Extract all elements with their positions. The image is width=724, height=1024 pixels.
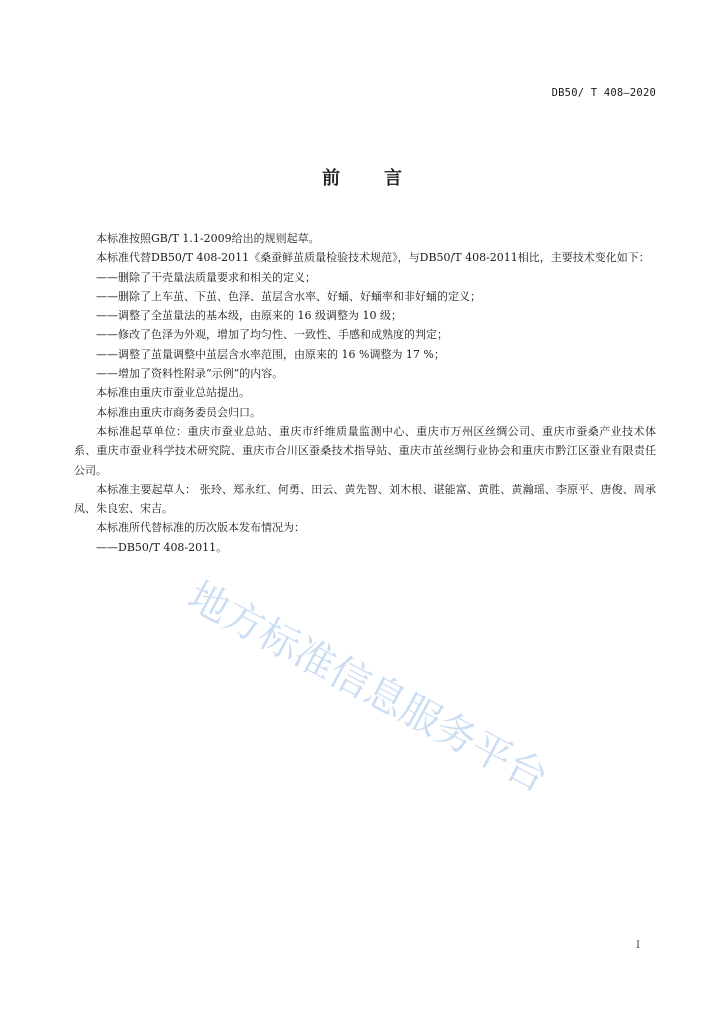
paragraph-centralized: 本标准由重庆市商务委员会归口。: [96, 405, 261, 419]
paragraph-drafters: 本标准主要起草人： 张玲、郑永红、何勇、田云、黄先智、刘木根、谌能富、黄胜、黄瀚瑶、李原平、唐俊、周承凤、朱良宏、宋吉。: [74, 482, 656, 516]
page-number: I: [636, 940, 640, 951]
standard-code: DB50/ T 408—2020: [551, 87, 656, 99]
document-body: [74, 229, 656, 557]
paragraph-proposer: 本标准由重庆市蚕业总站提出。: [96, 386, 250, 400]
watermark: [175, 560, 635, 820]
change-item: ——增加了资料性附录“示例”的内容。: [96, 367, 284, 381]
page-title: [0, 164, 724, 190]
watermark-text: 地方标准信息服务平台: [180, 573, 556, 802]
change-item: ——调整了全茧量法的基本级，由原来的 16 级调整为 10 级；: [96, 309, 402, 323]
paragraph-drafting-units: 本标准起草单位：重庆市蚕业总站、重庆市纤维质量监测中心、重庆市万州区丝绸公司、重庆市蚕桑产业技术体系、重庆市蚕业科学技术研究院、重庆市合川区蚕桑技术指导站、重庆市茧丝绸行业协会和重庆市黔江区蚕业有限责任公司。: [74, 424, 656, 477]
title-char-2: 言: [384, 168, 402, 189]
history-item: ——DB50/T 408-2011。: [96, 540, 228, 554]
paragraph-replacement: 本标准代替DB50/T 408-2011《桑蚕鲜茧质量检验技术规范》，与DB50/T 408-2011相比，主要技术变化如下：: [96, 251, 650, 265]
change-item: ——删除了干壳量法质量要求和相关的定义；: [96, 270, 316, 284]
change-item: ——修改了色泽为外观，增加了均匀性、一致性、手感和成熟度的判定；: [96, 328, 448, 342]
change-item: ——调整了茧量调整中茧层含水率范围，由原来的 16 %调整为 17 %；: [96, 347, 445, 361]
change-item: ——删除了上车茧、下茧、色泽、茧层含水率、好蛹、好蛹率和非好蛹的定义；: [96, 289, 481, 303]
title-char-1: 前: [322, 168, 340, 189]
paragraph-drafting-rules: 本标准按照GB/T 1.1-2009给出的规则起草。: [96, 232, 320, 245]
paragraph-history-intro: 本标准所代替标准的历次版本发布情况为：: [96, 521, 305, 535]
